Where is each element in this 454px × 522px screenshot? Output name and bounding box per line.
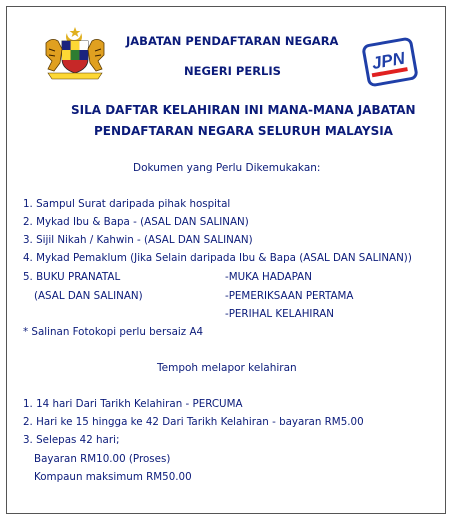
document-item: 1. Sampul Surat daripada pihak hospital [23,198,231,210]
reporting-item: 2. Hari ke 15 hingga ke 42 Dari Tarikh Kelahiran - bayaran RM5.00 [23,416,364,428]
reporting-item: 1. 14 hari Dari Tarikh Kelahiran - PERCUMA [23,398,243,410]
document-item-5-sub: (ASAL DAN SALINAN) [34,290,143,302]
document-item-5-part: -MUKA HADAPAN [225,271,312,283]
document-item: 4. Mykad Pemaklum (Jika Selain daripada Ibu & Bapa (ASAL DAN SALINAN)) [23,252,412,264]
reporting-item: 3. Selepas 42 hari; [23,434,120,446]
notice-title-line2: PENDAFTARAN NEGARA SELURUH MALAYSIA [94,124,393,138]
state-name: NEGERI PERLIS [184,64,281,78]
document-item: 3. Sijil Nikah / Kahwin - (ASAL DAN SALINAN) [23,234,253,246]
coat-of-arms-logo [40,25,110,83]
document-item-5-part: -PERIHAL KELAHIRAN [225,308,334,320]
agency-name: JABATAN PENDAFTARAN NEGARA [126,34,339,48]
fee-item: Bayaran RM10.00 (Proses) [34,453,171,465]
svg-text:JPN: JPN [370,48,407,74]
document-item: 2. Mykad Ibu & Bapa - (ASAL DAN SALINAN) [23,216,249,228]
fee-item: Kompaun maksimum RM50.00 [34,471,192,483]
document-item-5-part: -PEMERIKSAAN PERTAMA [225,290,354,302]
notice-title-line1: SILA DAFTAR KELAHIRAN INI MANA-MANA JABATAN [71,103,416,117]
documents-heading: Dokumen yang Perlu Dikemukakan: [133,162,321,174]
photocopy-note: * Salinan Fotokopi perlu bersaiz A4 [23,326,204,338]
reporting-heading: Tempoh melapor kelahiran [157,362,297,374]
document-item-5-label: 5. BUKU PRANATAL [23,271,121,283]
jpn-logo [358,36,422,88]
